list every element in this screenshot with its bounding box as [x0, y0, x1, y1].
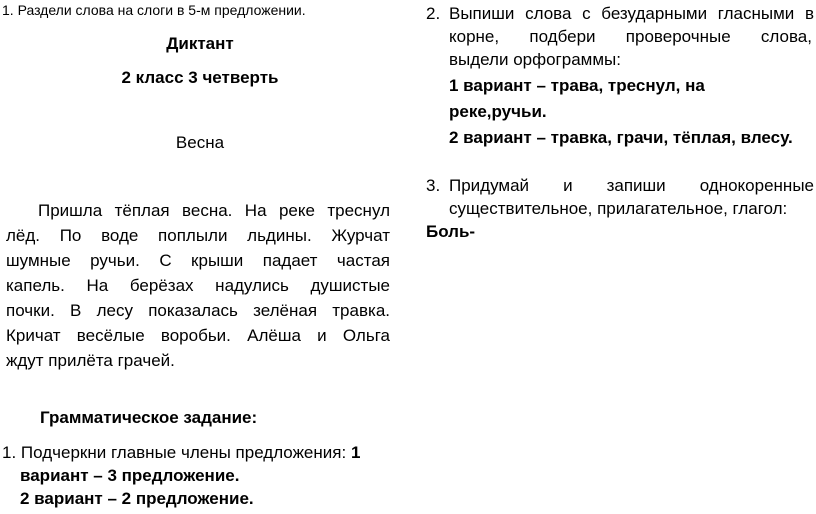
document-subtitle: 2 класс 3 четверть [121, 68, 279, 87]
document-title: Диктант [166, 34, 234, 53]
grammar-task-title: Грамматическое задание: [40, 408, 258, 427]
task-1-variant-2: 2 вариант – 2 предложение. [20, 489, 254, 508]
story-line: Кричат весёлые воробьи. Алёша и Ольга [6, 326, 390, 345]
task-1-number: 1. [2, 443, 17, 462]
task-3-word: Боль- [426, 222, 476, 241]
story-line: ждут прилёта грачей. [6, 351, 175, 370]
task-1-variant-1: вариант – 3 предложение. [20, 466, 240, 485]
task-note-syllables: 1. Раздели слова на слоги в 5-м предложении. [2, 2, 306, 18]
task-2-variant-1: 1 вариант – трава, треснул, на [449, 76, 705, 95]
task-3-line-1: Придумай и запиши однокоренные [449, 176, 814, 195]
dictation-text [6, 198, 390, 373]
task-3-number: 3. [426, 176, 441, 195]
task-2-line-2: корне, подбери проверочные слова, [449, 27, 812, 46]
story-line: почки. В лесу показалась зелёная травка. [6, 301, 390, 320]
task-3-line-2: существительное, прилагательное, глагол: [449, 199, 788, 218]
story-line: Пришла тёплая весна. На реке треснул [38, 201, 390, 220]
story-line: капель. На берёзах надулись душистые [6, 276, 390, 295]
task-2-variant-2: 2 вариант – травка, грачи, тёплая, влесу. [449, 128, 793, 147]
story-line: шумные ручьи. С крыши падает частая [6, 251, 390, 270]
story-title: Весна [175, 133, 225, 152]
task-1-variant-number: 1 [350, 443, 361, 462]
task-2-variant-1-cont: реке,ручьи. [449, 102, 547, 121]
story-line: лёд. По воде поплыли льдины. Журчат [6, 226, 390, 245]
task-1 [2, 441, 360, 510]
task-2-line-1: Выпиши слова с безударными гласными в [449, 4, 814, 23]
task-1-text: Подчеркни главные члены предложения: [20, 443, 347, 462]
task-2-line-3: выдели орфограммы: [449, 50, 621, 69]
task-2-number: 2. [426, 4, 441, 23]
